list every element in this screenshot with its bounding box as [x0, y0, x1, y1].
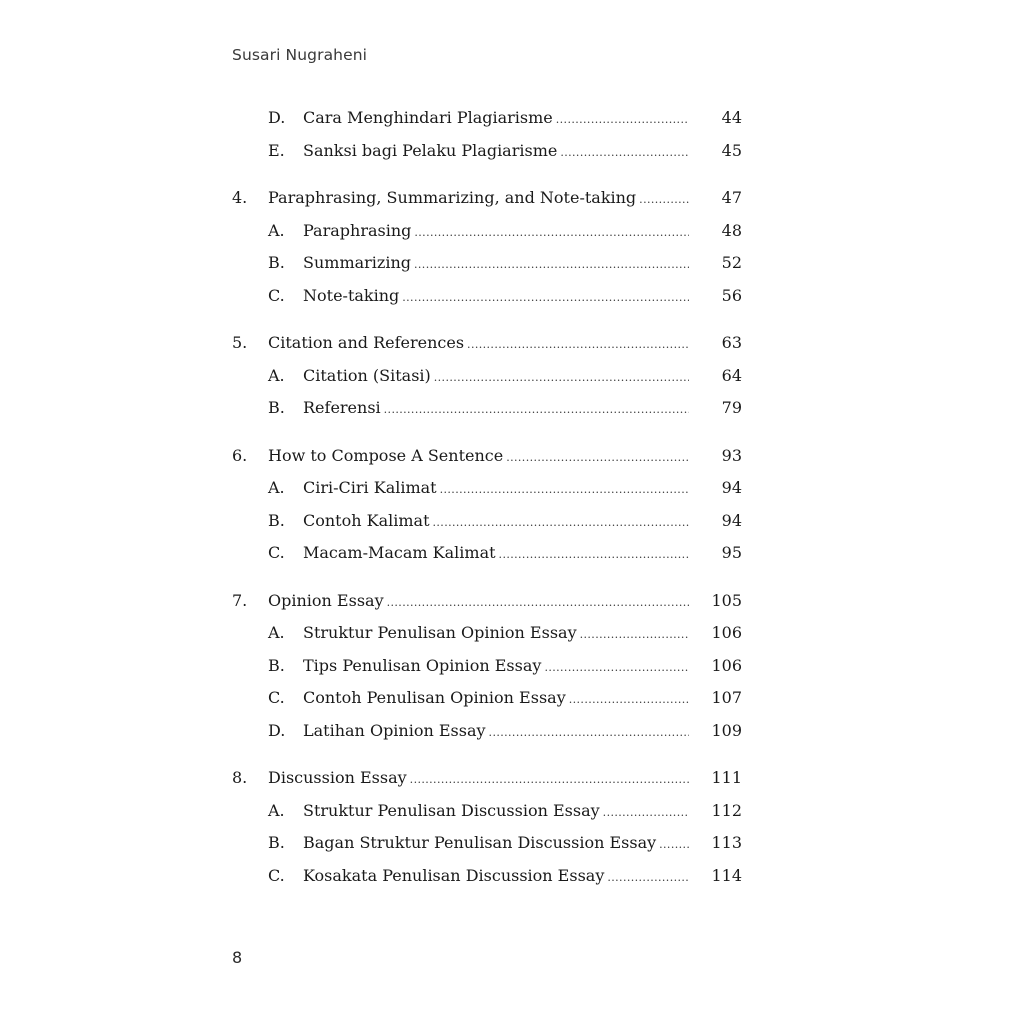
toc-entry-title: Contoh Penulisan Opinion Essay: [303, 688, 566, 707]
toc-chapter-entry: [232, 327, 742, 360]
toc-entry-number: D.: [268, 108, 286, 127]
toc-chapter-entry: [232, 585, 742, 618]
toc-entry-number: 8.: [232, 768, 248, 787]
dot-leader: [506, 451, 689, 464]
toc-entry-page: 47: [721, 188, 742, 207]
toc-chapter-entry: [232, 182, 742, 215]
dot-leader: [560, 146, 689, 159]
toc-entry-number: C.: [268, 865, 285, 885]
toc-section-entry: [232, 472, 742, 505]
toc-entry-leader: [303, 511, 689, 530]
toc-entry-leader: [303, 253, 689, 272]
dot-leader: [414, 226, 689, 239]
toc-section-entry: [232, 392, 742, 425]
toc-entry-number: D.: [268, 720, 286, 740]
toc-entry-number: C.: [268, 543, 285, 562]
toc-entry-page: 112: [711, 800, 742, 820]
dot-leader: [544, 661, 689, 674]
toc-entry-leader: [303, 366, 689, 385]
dot-leader: [580, 628, 689, 641]
toc-entry-page: 114: [711, 865, 742, 885]
toc-section-entry: [232, 827, 742, 860]
dot-leader: [607, 871, 689, 884]
toc-chapter-entry: [232, 440, 742, 473]
toc-section-entry: [232, 860, 742, 893]
toc-entry-page: 95: [721, 543, 742, 562]
toc-entry-page: 106: [711, 655, 742, 675]
toc-entry-number: B.: [268, 655, 285, 675]
toc-entry-title: Citation (Sitasi): [303, 365, 431, 385]
toc-entry-leader: [303, 866, 689, 885]
toc-section-entry: [232, 537, 742, 570]
toc-entry-leader: [303, 221, 689, 240]
dot-leader: [434, 371, 689, 384]
toc-entry-title: Bagan Struktur Penulisan Discussion Essay: [303, 833, 657, 852]
toc-entry-title: Citation and References: [268, 333, 465, 352]
toc-section-entry: [232, 682, 742, 715]
dot-leader: [402, 291, 689, 304]
toc-entry-leader: [303, 623, 689, 642]
toc-entry-page: 44: [721, 108, 742, 127]
page-number: 8: [232, 948, 243, 967]
toc-entry-page: 64: [721, 365, 742, 385]
toc-entry-number: B.: [268, 398, 285, 417]
toc-entry-title: Sanksi bagi Pelaku Plagiarisme: [303, 140, 558, 160]
toc-entry-leader: [303, 108, 689, 127]
toc-entry-title: Struktur Penulisan Opinion Essay: [303, 623, 577, 642]
table-of-contents: [232, 102, 742, 892]
toc-entry-page: 106: [711, 623, 742, 642]
toc-entry-page: 45: [721, 140, 742, 160]
toc-section-entry: [232, 280, 742, 313]
dot-leader: [433, 516, 690, 529]
dot-leader: [659, 838, 689, 851]
toc-entry-page: 94: [721, 510, 742, 530]
toc-entry-number: 7.: [232, 590, 248, 610]
toc-entry-title: Referensi: [303, 398, 381, 417]
toc-entry-leader: [303, 833, 689, 852]
toc-section-entry: [232, 215, 742, 248]
toc-entry-leader: [303, 801, 689, 820]
toc-entry-leader: [303, 398, 689, 417]
toc-entry-number: 5.: [232, 333, 248, 352]
toc-entry-page: 94: [721, 478, 742, 497]
toc-entry-page: 52: [721, 253, 742, 272]
toc-entry-title: Opinion Essay: [268, 590, 384, 610]
toc-entry-leader: [268, 591, 689, 610]
dot-leader: [499, 548, 689, 561]
toc-entry-title: Summarizing: [303, 253, 412, 272]
toc-entry-page: 79: [721, 398, 742, 417]
toc-entry-page: 105: [711, 590, 742, 610]
toc-entry-title: How to Compose A Sentence: [268, 445, 504, 465]
toc-entry-number: 4.: [232, 188, 248, 207]
toc-section-entry: [232, 617, 742, 650]
toc-entry-leader: [303, 286, 689, 305]
dot-leader: [556, 113, 689, 126]
toc-section-entry: [232, 135, 742, 168]
toc-entry-leader: [268, 188, 689, 207]
toc-section-entry: [232, 795, 742, 828]
toc-section-entry: [232, 102, 742, 135]
toc-entry-title: Cara Menghindari Plagiarisme: [303, 108, 553, 127]
toc-entry-title: Note-taking: [303, 285, 400, 305]
toc-entry-page: 56: [721, 285, 742, 305]
toc-entry-number: A.: [268, 623, 285, 642]
toc-entry-number: A.: [268, 220, 285, 240]
toc-entry-number: A.: [268, 800, 285, 820]
toc-entry-page: 113: [711, 833, 742, 852]
toc-section-entry: [232, 247, 742, 280]
toc-entry-title: Kosakata Penulisan Discussion Essay: [303, 865, 605, 885]
toc-entry-page: 109: [711, 720, 742, 740]
toc-entry-leader: [303, 656, 689, 675]
toc-entry-title: Paraphrasing: [303, 220, 412, 240]
toc-entry-number: 6.: [232, 445, 248, 465]
dot-leader: [467, 338, 689, 351]
toc-entry-title: Discussion Essay: [268, 768, 407, 787]
toc-entry-leader: [303, 141, 689, 160]
dot-leader: [639, 193, 689, 206]
toc-entry-number: B.: [268, 510, 285, 530]
dot-leader: [489, 726, 689, 739]
toc-entry-page: 63: [721, 333, 742, 352]
toc-entry-title: Latihan Opinion Essay: [303, 720, 486, 740]
toc-entry-number: B.: [268, 833, 285, 852]
dot-leader: [440, 483, 689, 496]
toc-entry-leader: [268, 333, 689, 352]
toc-entry-page: 107: [711, 688, 742, 707]
toc-entry-leader: [303, 688, 689, 707]
dot-leader: [384, 403, 689, 416]
toc-entry-page: 48: [721, 220, 742, 240]
toc-entry-number: E.: [268, 140, 285, 160]
toc-entry-number: A.: [268, 365, 285, 385]
toc-section-entry: [232, 360, 742, 393]
toc-entry-leader: [303, 721, 689, 740]
toc-entry-number: C.: [268, 688, 285, 707]
toc-entry-title: Struktur Penulisan Discussion Essay: [303, 800, 600, 820]
toc-entry-leader: [303, 543, 689, 562]
toc-entry-number: B.: [268, 253, 285, 272]
toc-entry-leader: [268, 768, 689, 787]
toc-section-entry: [232, 505, 742, 538]
toc-entry-leader: [268, 446, 689, 465]
toc-section-entry: [232, 650, 742, 683]
toc-entry-page: 93: [721, 445, 742, 465]
toc-section-entry: [232, 715, 742, 748]
dot-leader: [387, 596, 689, 609]
toc-entry-page: 111: [711, 768, 742, 787]
toc-chapter-entry: [232, 762, 742, 795]
dot-leader: [603, 806, 689, 819]
toc-entry-number: A.: [268, 478, 285, 497]
toc-entry-leader: [303, 478, 689, 497]
dot-leader: [414, 258, 689, 271]
running-head-author: Susari Nugraheni: [232, 46, 368, 64]
toc-entry-title: Macam-Macam Kalimat: [303, 543, 496, 562]
dot-leader: [410, 773, 689, 786]
toc-entry-title: Tips Penulisan Opinion Essay: [303, 655, 542, 675]
toc-entry-title: Paraphrasing, Summarizing, and Note-taking: [268, 188, 637, 207]
toc-entry-title: Ciri-Ciri Kalimat: [303, 478, 437, 497]
dot-leader: [569, 693, 689, 706]
toc-entry-title: Contoh Kalimat: [303, 510, 430, 530]
toc-entry-number: C.: [268, 285, 285, 305]
